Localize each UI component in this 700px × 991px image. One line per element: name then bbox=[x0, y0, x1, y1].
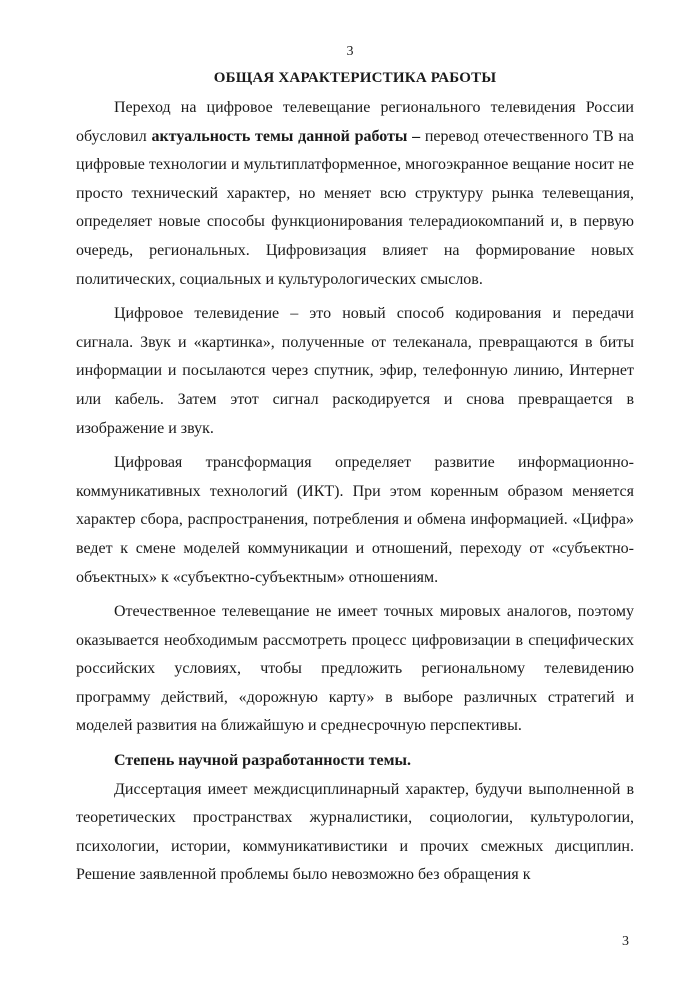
paragraph-relevance-lead: Переход на цифровое телевещание регионального телевидения России обусловил bbox=[76, 99, 634, 145]
paragraph-domestic-broadcasting: Отечественное телевещание не имеет точных мировых аналогов, поэтому оказывается необходимым рассмотреть процесс цифровизации в специфических российских условиях, чтобы предложить региональному телевидению программу действий, «дорожную карту» в выборе различных стратегий и моделей развития на ближайшую и среднесрочную перспективы. bbox=[76, 603, 634, 735]
paragraph-relevance-rest: перевод отечественного ТВ на цифровые технологии и мультиплатформенное, многоэкранное вещание носит не просто технический характер, но меняет всю структуру рынка телевещания, определяет новые способы функционирования телерадиокомпаний и, в первую очередь, региональных. Цифровизация влияет на формирование новых политических, социальных и культурологических смыслов. bbox=[76, 127, 634, 288]
page-number-top: 3 bbox=[346, 44, 354, 59]
subheading-research-degree: Степень научной разработанности темы. bbox=[114, 752, 411, 770]
relevance-emphasis: актуальность темы данной работы – bbox=[151, 127, 421, 145]
page-content bbox=[76, 66, 634, 890]
paragraph-relevance bbox=[76, 94, 634, 294]
paragraph-interdisciplinary: Диссертация имеет междисциплинарный характер, будучи выполненной в теоретических пространствах журналистики, социологии, культурологии, психологии, истории, коммуникативистики и прочих смежных дисциплин. Решение заявленной проблемы было невозможно без обращения к bbox=[76, 780, 634, 884]
section-title: ОБЩАЯ ХАРАКТЕРИСТИКА РАБОТЫ bbox=[213, 70, 497, 86]
paragraph-digital-tv: Цифровое телевидение – это новый способ кодирования и передачи сигнала. Звук и «картинка», полученные от телеканала, превращаются в биты информации и посылаются через спутник, эфир, телефонную линию, Интернет или кабель. Затем этот сигнал раскодируется и снова превращается в изображение и звук. bbox=[76, 305, 634, 437]
paragraph-digital-transformation: Цифровая трансформация определяет развитие информационно-коммуникативных технологий (ИКТ). При этом коренным образом меняется характер сбора, распространения, потребления и обмена информацией. «Цифра» ведет к смене моделей коммуникации и отношений, переходу от «субъектно-объектных» к «субъектно-субъектным» отношениям. bbox=[76, 454, 634, 586]
page-number-bottom: 3 bbox=[622, 934, 629, 949]
